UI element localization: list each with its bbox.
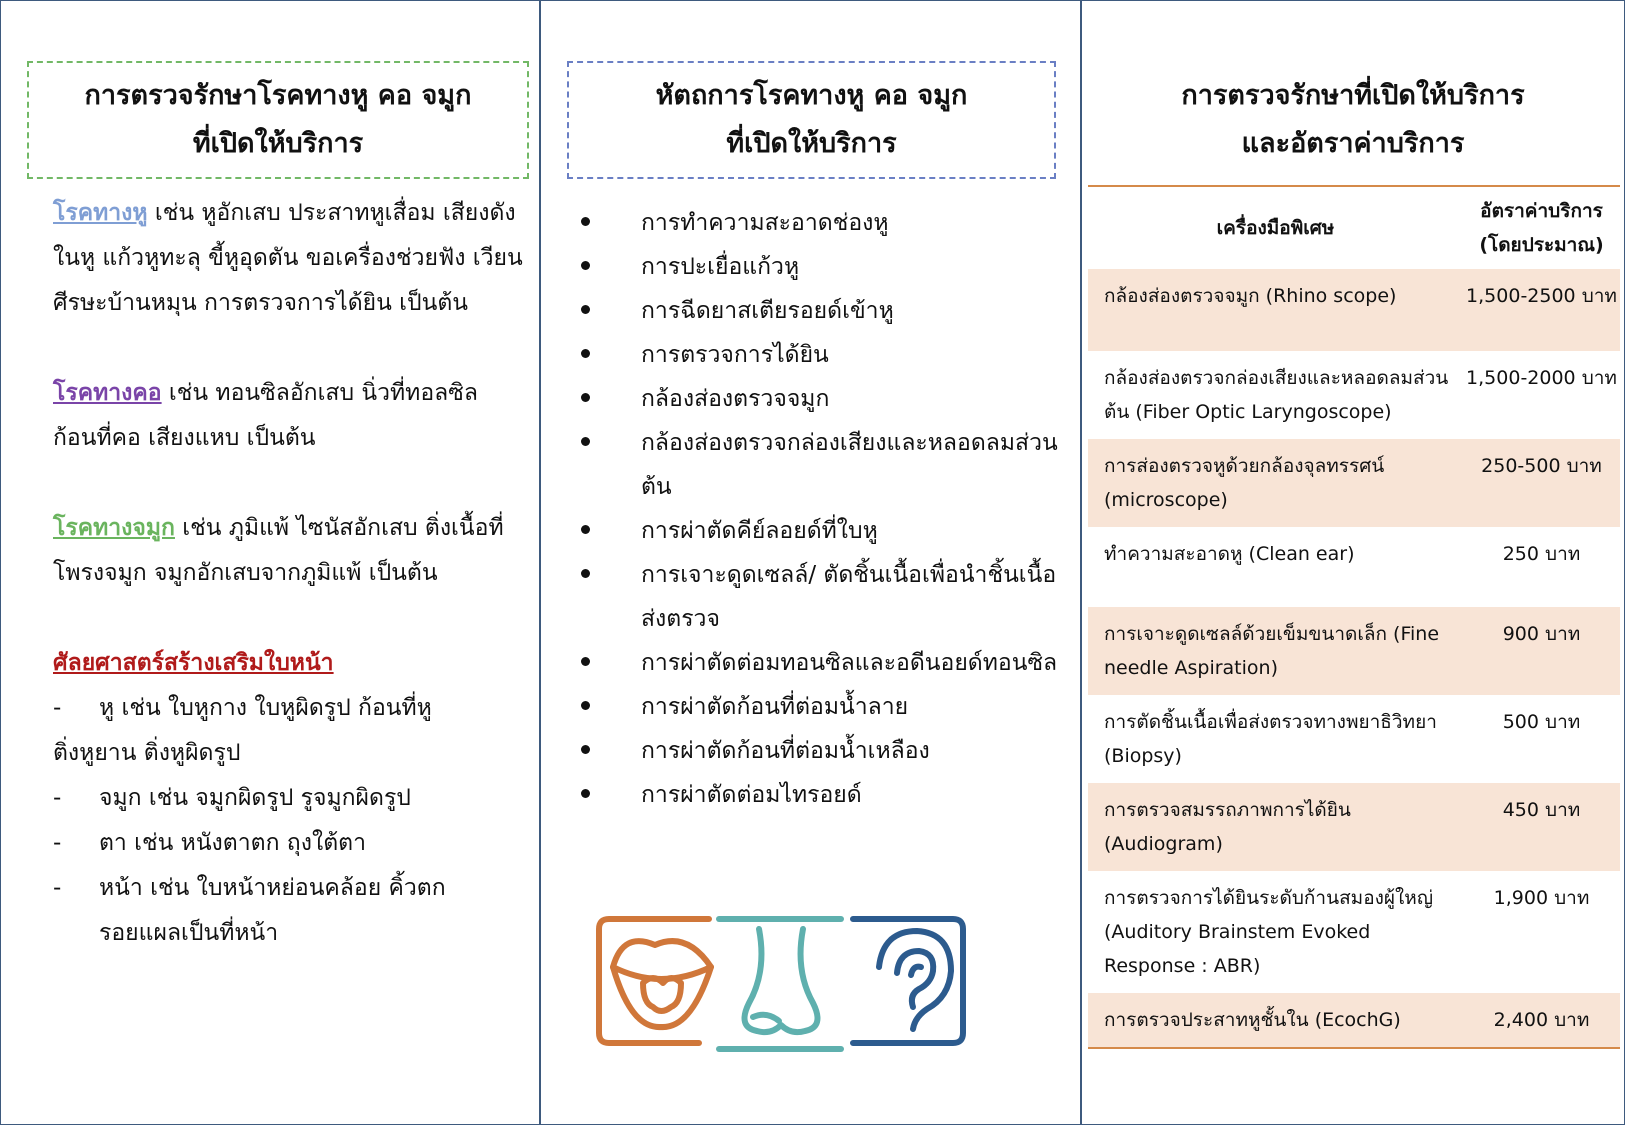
nose-category-label: โรคทางจมูก <box>53 515 175 541</box>
procedure-item: การผ่าตัดก้อนที่ต่อมน้ำเหลือง <box>581 729 1061 773</box>
service-rate: 1,900 บาท <box>1493 887 1590 909</box>
header-rate-line1: อัตราค่าบริการ <box>1480 200 1603 222</box>
header-equipment: เครื่องมือพิเศษ <box>1216 217 1335 239</box>
panel2-title-line1: หัตถการโรคทางหู คอ จมูก <box>655 80 968 111</box>
procedure-item: กล้องส่องตรวจกล่องเสียงและหลอดลมส่วนต้น <box>581 421 1061 509</box>
throat-description: เช่น ทอนซิลอักเสบ นิ่วที่ทอลซิล ก้อนที่คอ เสียงแหบ เป็นต้น <box>53 380 478 451</box>
service-rate: 2,400 บาท <box>1463 993 1620 1048</box>
service-rate: 250 บาท <box>1502 543 1581 565</box>
throat-section <box>53 371 523 461</box>
table-row <box>1088 783 1620 871</box>
rates-table-body <box>1088 269 1620 1048</box>
ear-icon <box>853 919 963 1043</box>
dash-marker: - <box>53 875 62 901</box>
panel-service-rates <box>1082 1 1624 1124</box>
surgery-item-text: หน้า เช่น ใบหน้าหย่อนคล้อย คิ้วตก <box>99 875 446 901</box>
surgery-item <box>53 866 523 956</box>
table-row <box>1088 351 1620 439</box>
service-rate: 250-500 บาท <box>1463 439 1620 527</box>
service-rate: 500 บาท <box>1502 711 1581 733</box>
service-name: การตัดชิ้นเนื้อเพื่อส่งตรวจทางพยาธิวิทยา (Biopsy) <box>1104 711 1437 767</box>
throat-category-label: โรคทางคอ <box>53 380 162 406</box>
service-name: กล้องส่องตรวจจมูก (Rhino scope) <box>1088 269 1463 351</box>
surgery-item <box>53 821 523 866</box>
surgery-item <box>53 776 523 821</box>
panel1-title-line2: ที่เปิดให้บริการ <box>192 128 364 159</box>
panel1-title-line1: การตรวจรักษาโรคทางหู คอ จมูก <box>84 80 472 111</box>
surgery-category-label: ศัลยศาสตร์สร้างเสริมใบหน้า <box>53 650 334 676</box>
dash-marker: - <box>53 785 62 811</box>
nose-description: เช่น ภูมิแพ้ ไซนัสอักเสบ ติ่งเนื้อที่โพรงจมูก จมูกอักเสบจากภูมิแพ้ เป็นต้น <box>53 515 504 586</box>
procedure-item: การเจาะดูดเซลล์/ ตัดชิ้นเนื้อเพื่อนำชิ้นเนื้อส่งตรวจ <box>581 553 1061 641</box>
panel1-title-box <box>27 61 529 179</box>
procedure-item: การผ่าตัดต่อมทอนซิลและอดีนอยด์ทอนซิล <box>581 641 1061 685</box>
procedure-item: การทำความสะอาดช่องหู <box>581 201 1061 245</box>
panel3-title-box <box>1090 61 1616 179</box>
table-row <box>1088 527 1620 607</box>
procedure-item: กล้องส่องตรวจจมูก <box>581 377 1061 421</box>
procedure-item: การผ่าตัดคีย์ลอยด์ที่ใบหู <box>581 509 1061 553</box>
table-row <box>1088 439 1620 527</box>
surgery-item <box>53 686 523 776</box>
surgery-item-continuation: รอยแผลเป็นที่หน้า <box>99 920 279 946</box>
dash-marker: - <box>53 695 62 721</box>
panel3-title-line2: และอัตราค่าบริการ <box>1241 128 1465 159</box>
nose-section <box>53 506 523 596</box>
service-rate: 900 บาท <box>1463 607 1620 695</box>
procedure-item: การผ่าตัดก้อนที่ต่อมน้ำลาย <box>581 685 1061 729</box>
panel-ent-treatment <box>1 1 541 1124</box>
procedure-item: การฉีดยาสเตียรอยด์เข้าหู <box>581 289 1061 333</box>
service-name: การตรวจสมรรถภาพการได้ยิน (Audiogram) <box>1088 783 1463 871</box>
mouth-icon <box>599 919 711 1043</box>
surgery-item-text: ตา เช่น หนังตาตก ถุงใต้ตา <box>99 830 366 856</box>
panel2-title-line2: ที่เปิดให้บริการ <box>726 128 897 159</box>
header-rate-line2: (โดยประมาณ) <box>1479 234 1604 256</box>
table-row <box>1088 993 1620 1048</box>
procedure-item: การผ่าตัดต่อมไทรอยด์ <box>581 773 1061 817</box>
panel3-title-line1: การตรวจรักษาที่เปิดให้บริการ <box>1181 80 1525 111</box>
procedure-item: การปะเยื่อแก้วหู <box>581 245 1061 289</box>
ent-logo <box>591 911 971 1056</box>
table-row <box>1088 871 1620 993</box>
service-name: กล้องส่องตรวจกล่องเสียงและหลอดลมส่วนต้น (Fiber Optic Laryngoscope) <box>1104 367 1449 423</box>
service-rate: 1,500-2000 บาท <box>1466 367 1617 389</box>
procedure-list <box>581 201 1061 817</box>
service-name: การเจาะดูดเซลล์ด้วยเข็มขนาดเล็ก (Fine needle Aspiration) <box>1088 607 1463 695</box>
procedure-item: การตรวจการได้ยิน <box>581 333 1061 377</box>
table-row <box>1088 269 1620 351</box>
table-header-row <box>1088 186 1620 269</box>
header-rate <box>1463 186 1620 269</box>
ear-section <box>53 191 523 326</box>
table-row <box>1088 607 1620 695</box>
panel-ent-procedures <box>541 1 1082 1124</box>
surgery-section <box>53 641 523 956</box>
surgery-item-text: หู เช่น ใบหูกาง ใบหูผิดรูป ก้อนที่หู <box>99 695 432 721</box>
dash-marker: - <box>53 830 62 856</box>
service-name: การส่องตรวจหูด้วยกล้องจุลทรรศน์ (microscope) <box>1088 439 1463 527</box>
service-name: การตรวจประสาทหูชั้นใน (EcochG) <box>1088 993 1463 1048</box>
service-name: ทำความสะอาดหู (Clean ear) <box>1104 543 1355 565</box>
service-name: การตรวจการได้ยินระดับก้านสมองผู้ใหญ่ (Auditory Brainstem Evoked Response : ABR) <box>1104 887 1434 977</box>
nose-icon <box>719 919 841 1049</box>
service-rate: 450 บาท <box>1463 783 1620 871</box>
surgery-item-text: จมูก เช่น จมูกผิดรูป รูจมูกผิดรูป <box>99 785 411 811</box>
panel1-body <box>53 191 523 956</box>
ear-category-label: โรคทางหู <box>53 200 148 226</box>
table-row <box>1088 695 1620 783</box>
service-rate: 1,500-2500 บาท <box>1463 269 1620 351</box>
rates-table <box>1088 185 1620 1049</box>
panel2-title-box <box>567 61 1056 179</box>
ear-description: เช่น หูอักเสบ ประสาทหูเสื่อม เสียงดังในหู แก้วหูทะลุ ขี้หูอุดตัน ขอเครื่องช่วยฟัง เวียนศีรษะบ้านหมุน การตรวจการได้ยิน เป็นต้น <box>53 200 523 316</box>
surgery-item-continuation: ติ่งหูยาน ติ่งหูผิดรูป <box>53 740 241 766</box>
